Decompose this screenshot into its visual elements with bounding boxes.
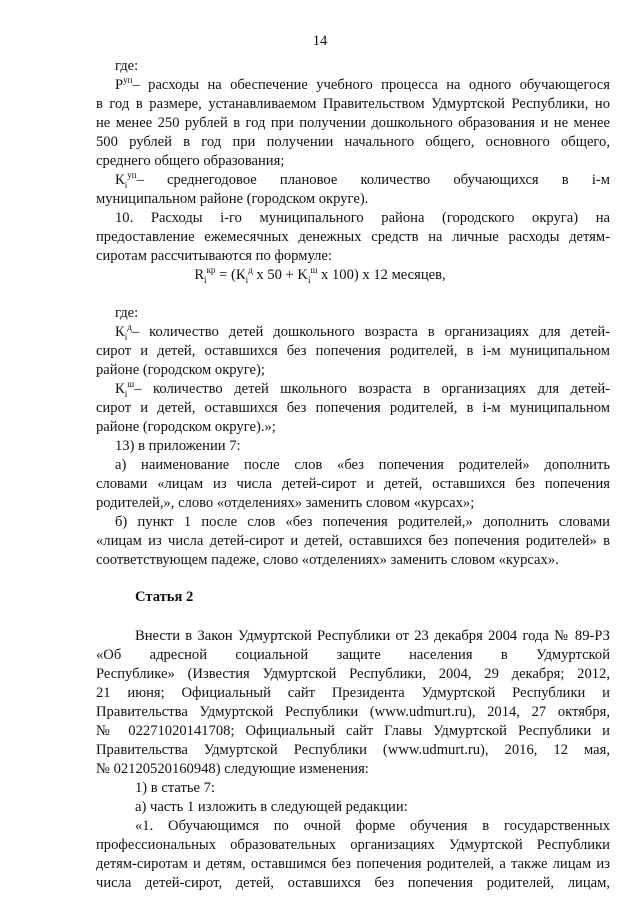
def-pup-line-5: среднего общего образования; xyxy=(96,153,285,169)
def-pup-text: – расходы на обеспечение учебного процесса на одного обучающегося xyxy=(132,77,610,93)
formula xyxy=(0,266,640,285)
symbol-k: К xyxy=(115,172,125,188)
art2-item-1: 1) в статье 7: xyxy=(135,780,215,796)
art2-line-5: Правительства Удмуртской Республики (www.udmurt.ru), 2014, 27 октября, xyxy=(96,704,610,720)
art2-line-1: Внести в Закон Удмуртской Республики от 23 декабря 2004 года № 89-РЗ xyxy=(135,628,610,644)
def-pup-line-4: 500 рублей в год при получении начального общего, основного общего, xyxy=(96,134,610,150)
def-pup-line-3: не менее 250 рублей в год при получении дошкольного образования и не менее xyxy=(96,115,610,131)
art2-line-4: 21 июня; Официальный сайт Президента Удмуртской Республики и xyxy=(96,685,610,701)
quote-line-4: числа детей-сирот, детей, оставшихся без попечения родителей, лицам, xyxy=(96,875,610,891)
formula-k1-sup: д xyxy=(248,265,253,276)
symbol-p-sup: уп xyxy=(123,75,133,86)
item-a-line-2: словами «лицам из числа детей-сирот и детей, оставшихся без попечения xyxy=(96,476,610,492)
def-kid-line-1 xyxy=(115,323,610,342)
def-kish-line-2: сирот и детей, оставшихся без попечения родителей, в i-м муниципальном xyxy=(96,400,610,416)
para-10-line-1: 10. Расходы i-го муниципального района (городского округа) на xyxy=(115,210,610,226)
def-kiup-line-2: муниципальном районе (городском округе). xyxy=(96,191,369,207)
where-label-1: где: xyxy=(115,58,139,74)
item-b-line-3: соответствующем падеже, слово «отделениях» заменить словом «курсах». xyxy=(96,552,559,568)
item-b-line-2: «лицам из числа детей-сирот и детей, оставшихся без попечения родителей» в xyxy=(96,533,610,549)
item-b-line-1: б) пункт 1 после слов «без попечения родителей,» дополнить словами xyxy=(115,514,610,530)
def-pup-line-1 xyxy=(115,76,610,95)
formula-k2-sub: i xyxy=(307,274,311,285)
symbol-k-sub: i xyxy=(124,179,128,190)
formula-mid: x 50 + K xyxy=(252,267,308,283)
art2-line-6: № 02271020141708; Официальный сайт Главы Удмуртской Республики и xyxy=(96,723,610,739)
formula-eq1: = (К xyxy=(215,267,246,283)
article-2-heading: Статья 2 xyxy=(135,589,194,605)
where-label-2: где: xyxy=(115,305,139,321)
def-kid-line-2: сирот и детей, оставшихся без попечения родителей, в i-м муниципальном xyxy=(96,343,610,359)
symbol-ksh-sub: i xyxy=(124,388,128,399)
formula-r: R xyxy=(194,267,205,283)
formula-r-sup: кр xyxy=(206,265,216,276)
item-a-line-3: родителей,», слово «отделениях» заменить словом «курсах»; xyxy=(96,495,475,511)
def-kish-text: – количество детей школьного возраста в организациях для детей- xyxy=(134,381,610,397)
symbol-ksh: К xyxy=(115,381,125,397)
def-kiup-line-1 xyxy=(115,171,610,190)
quote-line-2: профессиональных образовательных организациях Удмуртской Республики xyxy=(96,837,610,853)
art2-line-2: «Об адресной социальной защите населения в Удмуртской xyxy=(96,647,610,663)
def-kid-text: – количество детей дошкольного возраста в организациях для детей- xyxy=(131,324,610,340)
para-10-line-2: предоставление ежемесячных денежных средств на личные расходы детям- xyxy=(96,229,610,245)
symbol-kd-sup: д xyxy=(127,322,132,333)
formula-end: x 100) x 12 месяцев, xyxy=(317,267,446,283)
symbol-kd: К xyxy=(115,324,125,340)
symbol-k-sup: уп xyxy=(127,170,137,181)
para-10-line-3: сиротам рассчитываются по формуле: xyxy=(96,248,332,264)
art2-line-7: Правительства Удмуртской Республики (www.udmurt.ru), 2016, 12 мая, xyxy=(96,742,610,758)
item-a-line-1: а) наименование после слов «без попечения родителей» дополнить xyxy=(115,457,610,473)
def-kiup-text: – среднегодовое плановое количество обучающихся в i-м xyxy=(136,172,610,188)
quote-line-3: детям-сиротам и детям, оставшимся без попечения родителей, а также лицам из xyxy=(96,856,610,872)
page-number: 14 xyxy=(312,33,328,49)
def-kish-line-3: районе (городском округе).»; xyxy=(96,419,276,435)
quote-line-1: «1. Обучающимся по очной форме обучения в государственных xyxy=(135,818,610,834)
art2-line-3: Республике» (Известия Удмуртской Республики, 2004, 29 декабря; 2012, xyxy=(96,666,610,682)
art2-item-a: а) часть 1 изложить в следующей редакции: xyxy=(135,799,408,815)
def-pup-line-2: в год в размере, устанавливаемом Правительством Удмуртской Республики, но xyxy=(96,96,610,112)
symbol-p: Р xyxy=(115,77,124,93)
symbol-ksh-sup: ш xyxy=(127,379,135,390)
art2-line-8: № 02120520160948) следующие изменения: xyxy=(96,761,369,777)
formula-k1-sub: i xyxy=(245,274,249,285)
formula-k2-sup: ш xyxy=(310,265,318,276)
formula-r-sub: i xyxy=(204,274,207,285)
symbol-kd-sub: i xyxy=(124,331,128,342)
def-kid-line-3: районе (городском округе); xyxy=(96,362,265,378)
def-kish-line-1 xyxy=(115,380,610,399)
item-13: 13) в приложении 7: xyxy=(115,438,241,454)
